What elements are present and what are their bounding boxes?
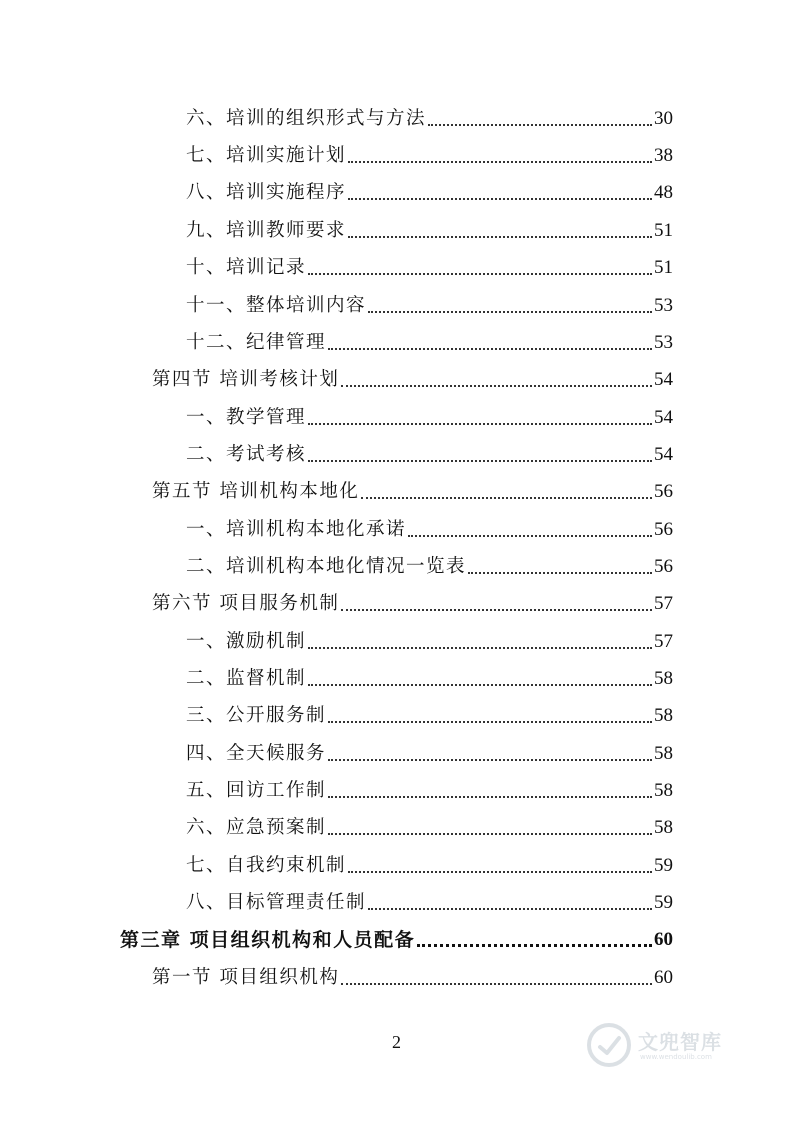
toc-entry-page: 56 xyxy=(654,556,673,577)
toc-entry-page: 54 xyxy=(654,407,673,428)
toc-entry-title: 九、培训教师要求 xyxy=(186,220,347,241)
toc-entry-page: 60 xyxy=(654,929,673,950)
toc-entry[interactable] xyxy=(186,329,673,357)
toc-entry[interactable] xyxy=(186,254,673,282)
toc-entry-title: 七、自我约束机制 xyxy=(186,855,347,876)
toc-entry-title: 十、培训记录 xyxy=(186,257,307,278)
toc-entry-title: 第六节 项目服务机制 xyxy=(152,593,340,614)
toc-entry-page: 53 xyxy=(654,332,673,353)
toc-entry-title: 十一、整体培训内容 xyxy=(186,295,367,316)
toc-dot-leader xyxy=(348,161,652,163)
toc-entry-title: 二、监督机制 xyxy=(186,668,307,689)
toc-entry-title: 八、目标管理责任制 xyxy=(186,892,367,913)
toc-entry-title: 二、培训机构本地化情况一览表 xyxy=(186,556,467,577)
toc-entry-title: 第五节 培训机构本地化 xyxy=(152,481,360,502)
toc-entry-title: 八、培训实施程序 xyxy=(186,182,347,203)
toc-dot-leader xyxy=(308,684,652,686)
toc-entry-page: 51 xyxy=(654,220,673,241)
toc-entry-page: 56 xyxy=(654,481,673,502)
toc-dot-leader xyxy=(328,833,652,835)
toc-entry-title: 二、考试考核 xyxy=(186,444,307,465)
toc-entry-title: 三、公开服务制 xyxy=(186,705,327,726)
watermark-url: www.wendoulib.com xyxy=(640,1053,712,1061)
toc-section-entry[interactable] xyxy=(152,366,673,394)
toc-entry-page: 30 xyxy=(654,108,673,129)
toc-entry-title: 第四节 培训考核计划 xyxy=(152,369,340,390)
toc-entry-page: 54 xyxy=(654,444,673,465)
toc-entry[interactable] xyxy=(186,553,673,581)
toc-dot-leader xyxy=(328,759,652,761)
toc-entry[interactable] xyxy=(186,217,673,245)
toc-section-entry[interactable] xyxy=(152,590,673,618)
toc-dot-leader xyxy=(341,609,652,611)
toc-dot-leader xyxy=(348,236,652,238)
toc-entry-page: 38 xyxy=(654,145,673,166)
toc-entry-title: 七、培训实施计划 xyxy=(186,145,347,166)
toc-entry-page: 51 xyxy=(654,257,673,278)
toc-entry-page: 57 xyxy=(654,631,673,652)
toc-entry[interactable] xyxy=(186,702,673,730)
toc-entry-title: 五、回访工作制 xyxy=(186,780,327,801)
toc-entry[interactable] xyxy=(186,852,673,880)
toc-entry[interactable] xyxy=(186,814,673,842)
toc-dot-leader xyxy=(308,647,652,649)
toc-dot-leader xyxy=(308,460,652,462)
toc-entry-title: 第一节 项目组织机构 xyxy=(152,967,340,988)
toc-entry[interactable] xyxy=(186,441,673,469)
toc-dot-leader xyxy=(341,385,652,387)
page-number: 2 xyxy=(392,1032,401,1052)
toc-entry[interactable] xyxy=(186,516,673,544)
toc-dot-leader xyxy=(408,535,652,537)
toc-entry-title: 一、教学管理 xyxy=(186,407,307,428)
toc-dot-leader xyxy=(348,871,652,873)
toc-entry-title: 第三章 项目组织机构和人员配备 xyxy=(120,929,416,951)
toc-entry-page: 54 xyxy=(654,369,673,390)
toc-entry-page: 57 xyxy=(654,593,673,614)
toc-entry-title: 一、培训机构本地化承诺 xyxy=(186,519,407,540)
toc-entry-page: 53 xyxy=(654,295,673,316)
toc-dot-leader xyxy=(428,124,652,126)
toc-entry-title: 六、应急预案制 xyxy=(186,817,327,838)
toc-section-entry[interactable] xyxy=(152,964,673,992)
toc-section-entry[interactable] xyxy=(152,478,673,506)
toc-entry[interactable] xyxy=(186,292,673,320)
toc-entry-page: 59 xyxy=(654,855,673,876)
toc-dot-leader xyxy=(328,796,652,798)
toc-dot-leader xyxy=(341,983,652,985)
toc-entry[interactable] xyxy=(186,404,673,432)
toc-entry-page: 58 xyxy=(654,743,673,764)
watermark xyxy=(586,1022,756,1072)
toc-chapter-entry[interactable] xyxy=(120,926,673,954)
toc-entry-title: 四、全天候服务 xyxy=(186,743,327,764)
wendou-logo-icon xyxy=(586,1022,632,1068)
toc-entry-page: 58 xyxy=(654,705,673,726)
toc-entry-page: 58 xyxy=(654,668,673,689)
toc-entry-page: 58 xyxy=(654,780,673,801)
toc-entry[interactable] xyxy=(186,179,673,207)
toc-entry[interactable] xyxy=(186,628,673,656)
toc-dot-leader xyxy=(368,311,652,313)
toc-entry-page: 56 xyxy=(654,519,673,540)
toc-dot-leader xyxy=(348,198,652,200)
toc-dot-leader xyxy=(328,721,652,723)
toc-dot-leader xyxy=(468,572,652,574)
toc-entry[interactable] xyxy=(186,665,673,693)
toc-dot-leader xyxy=(368,908,652,910)
toc-entry-page: 48 xyxy=(654,182,673,203)
toc-entry-page: 60 xyxy=(654,967,673,988)
toc-entry-title: 一、激励机制 xyxy=(186,631,307,652)
toc-dot-leader xyxy=(328,348,652,350)
toc-entry[interactable] xyxy=(186,142,673,170)
toc-entry-page: 59 xyxy=(654,892,673,913)
toc-entry-page: 58 xyxy=(654,817,673,838)
toc-dot-leader xyxy=(417,944,652,947)
toc-entry[interactable] xyxy=(186,889,673,917)
toc-dot-leader xyxy=(308,423,652,425)
toc-entry[interactable] xyxy=(186,740,673,768)
watermark-title: 文兜智库 xyxy=(638,1030,722,1054)
toc-dot-leader xyxy=(361,497,652,499)
toc-entry-title: 十二、纪律管理 xyxy=(186,332,327,353)
toc-entry[interactable] xyxy=(186,777,673,805)
toc-dot-leader xyxy=(308,273,652,275)
toc-entry-title: 六、培训的组织形式与方法 xyxy=(186,108,427,129)
toc-entry[interactable] xyxy=(186,105,673,133)
